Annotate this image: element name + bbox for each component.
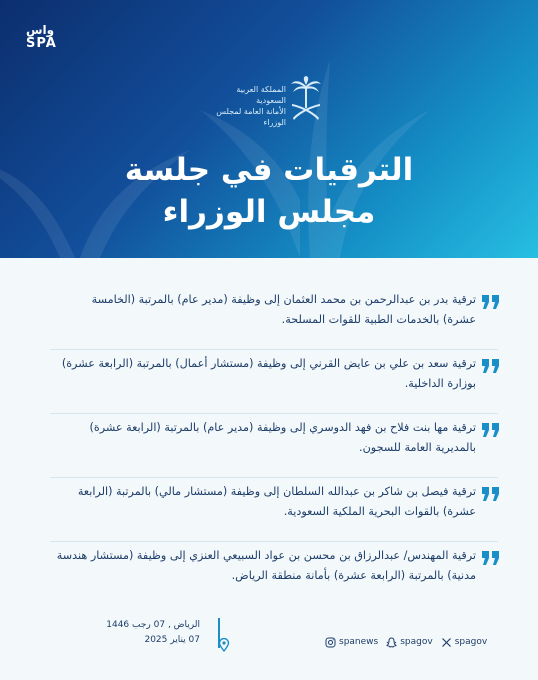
title-line-2: مجلس الوزراء: [162, 194, 376, 230]
quote-icon: [480, 549, 502, 567]
date-block: [50, 618, 220, 648]
social-snapchat[interactable]: [386, 637, 432, 648]
list-item: [50, 418, 498, 478]
location-pin-icon: [218, 638, 230, 652]
spa-logo: [26, 24, 68, 56]
promotion-text: ترقية فيصل بن شاكر بن عبدالله السلطان إلى وظيفة (مستشار مالي) بالمرتبة (الرابعة عشرة) بالقوات البحرية الملكية السعودية.: [77, 485, 476, 518]
snapchat-icon: [386, 637, 397, 648]
spa-logo-latin: SPA: [26, 36, 57, 51]
palm-swords-emblem-icon: [290, 76, 322, 122]
government-name: المملكة العربية السعودية الأمانة العامة لمجلس الوزراء: [216, 85, 286, 127]
promotion-text: ترقية بدر بن عبدالرحمن بن محمد العثمان إلى وظيفة (مدير عام) بالمرتبة (الخامسة عشرة) بالخدمات الطبية للقوات المسلحة.: [91, 293, 476, 326]
page-title: [0, 150, 538, 234]
social-handle: spagov: [400, 637, 433, 647]
list-item: [50, 354, 498, 414]
promotion-text: ترقية سعد بن علي بن عايض القرني إلى وظيفة (مستشار أعمال) بالمرتبة (الرابعة عشرة) بوزارة الداخلية.: [61, 357, 476, 390]
list-item: [50, 290, 498, 350]
social-instagram[interactable]: [325, 637, 378, 648]
spa-logo-arabic: واس: [26, 23, 55, 37]
promotion-text: ترقية مها بنت فلاح بن فهد الدوسري إلى وظيفة (مدير عام) بالمرتبة (الرابعة عشرة) بالمديرية العامة للسجون.: [89, 421, 476, 454]
date-hijri: الرياض , 07 رجب 1446: [106, 620, 200, 630]
x-icon: [441, 637, 452, 648]
quote-icon: [480, 357, 502, 375]
social-handle: spagov: [454, 637, 488, 647]
instagram-icon: [325, 637, 336, 648]
social-x[interactable]: [441, 637, 487, 648]
social-handle: spanews: [339, 637, 379, 647]
promotion-text: ترقية المهندس/ عبدالرزاق بن محسن بن عواد السبيعي العنزي إلى وظيفة (مستشار هندسة مدنية) بالمرتبة (الرابعة عشرة) بأمانة منطقة الرياض.: [56, 549, 476, 582]
government-emblem: [210, 76, 330, 126]
list-item: [50, 546, 498, 605]
social-links: [325, 632, 525, 652]
promotions-list: [50, 290, 498, 609]
quote-icon: [480, 485, 502, 503]
header-banner: [0, 0, 538, 258]
list-item: [50, 482, 498, 542]
quote-icon: [480, 421, 502, 439]
quote-icon: [480, 293, 502, 311]
title-line-1: الترقيات في جلسة: [124, 152, 414, 188]
date-gregorian: 07 يناير 2025: [144, 635, 200, 645]
